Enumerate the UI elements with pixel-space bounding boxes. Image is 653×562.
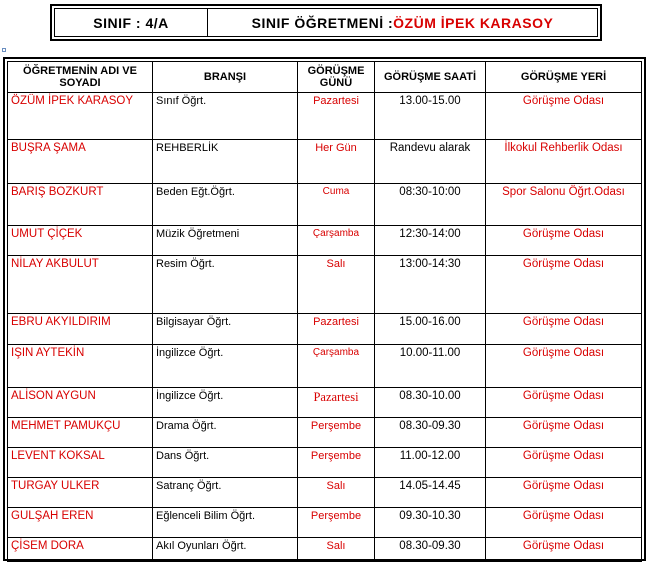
time-cell: 12:30-14:00 [375, 226, 486, 256]
branch-cell: Dans Öğrt. [153, 448, 298, 478]
table-row [8, 314, 642, 345]
branch-cell: REHBERLİK [153, 140, 298, 184]
teacher-name-cell: ALİSON AYGUN [8, 388, 153, 418]
time-cell: 10.00-11.00 [375, 345, 486, 388]
teacher-name-cell: UMUT ÇİÇEK [8, 226, 153, 256]
time-cell: Randevu alarak [375, 140, 486, 184]
table-row [8, 345, 642, 388]
table-anchor-icon[interactable] [2, 48, 6, 52]
time-cell: 08.30-09.30 [375, 418, 486, 448]
day-cell: Perşembe [298, 418, 375, 448]
place-cell: Görüşme Odası [486, 508, 642, 538]
place-cell: Görüşme Odası [486, 345, 642, 388]
day-cell: Pazartesi [298, 314, 375, 345]
column-header-place: GÖRÜŞME YERİ [486, 62, 642, 93]
table-row [8, 256, 642, 314]
teacher-name-cell: NİLAY AKBULUT [8, 256, 153, 314]
place-cell: İlkokul Rehberlik Odası [486, 140, 642, 184]
meeting-schedule-table [7, 61, 642, 562]
branch-cell: Beden Eğt.Öğrt. [153, 184, 298, 226]
branch-cell: Resim Öğrt. [153, 256, 298, 314]
column-header-branch: BRANŞI [153, 62, 298, 93]
teacher-name-cell: ÇİSEM DORA [8, 538, 153, 562]
time-cell: 13:00-14:30 [375, 256, 486, 314]
table-row [8, 508, 642, 538]
time-cell: 09.30-10.30 [375, 508, 486, 538]
day-cell: Salı [298, 256, 375, 314]
day-cell: Cuma [298, 184, 375, 226]
teacher-name-cell: IŞIN AYTEKİN [8, 345, 153, 388]
time-cell: 13.00-15.00 [375, 93, 486, 140]
table-row [8, 184, 642, 226]
day-cell: Pazartesi [298, 93, 375, 140]
class-teacher-name: ÖZÜM İPEK KARASOY [393, 14, 554, 31]
day-cell: Her Gün [298, 140, 375, 184]
table-row [8, 140, 642, 184]
teacher-name-cell: TURGAY ULKER [8, 478, 153, 508]
time-cell: 08.30-10.00 [375, 388, 486, 418]
table-row [8, 226, 642, 256]
branch-cell: Bilgisayar Öğrt. [153, 314, 298, 345]
time-cell: 15.00-16.00 [375, 314, 486, 345]
place-cell: Spor Salonu Öğrt.Odası [486, 184, 642, 226]
teacher-name-cell: MEHMET PAMUKÇU [8, 418, 153, 448]
teacher-name-cell: LEVENT KOKSAL [8, 448, 153, 478]
branch-cell: İngilizce Öğrt. [153, 388, 298, 418]
teacher-name-cell: BARIŞ BOZKURT [8, 184, 153, 226]
time-cell: 14.05-14.45 [375, 478, 486, 508]
table-row [8, 538, 642, 562]
place-cell: Görüşme Odası [486, 93, 642, 140]
place-cell: Görüşme Odası [486, 418, 642, 448]
day-cell: Perşembe [298, 448, 375, 478]
time-cell: 08.30-09.30 [375, 538, 486, 562]
branch-cell: Drama Öğrt. [153, 418, 298, 448]
class-teacher-label: SINIF ÖĞRETMENİ : [251, 14, 394, 31]
day-cell: Pazartesi [298, 388, 375, 418]
day-cell: Çarşamba [298, 345, 375, 388]
teacher-name-cell: ÖZÜM İPEK KARASOY [8, 93, 153, 140]
day-cell: Perşembe [298, 508, 375, 538]
teacher-name-cell: GULŞAH EREN [8, 508, 153, 538]
table-row [8, 418, 642, 448]
class-label: SINIF : 4/A [55, 9, 208, 36]
day-cell: Çarşamba [298, 226, 375, 256]
time-cell: 11.00-12.00 [375, 448, 486, 478]
class-teacher-heading [208, 9, 597, 36]
table-row [8, 388, 642, 418]
day-cell: Salı [298, 478, 375, 508]
header-inner [54, 8, 598, 37]
column-header-day: GÖRÜŞME GÜNÜ [298, 62, 375, 93]
teacher-name-cell: EBRU AKYILDIRIM [8, 314, 153, 345]
table-header-row [8, 62, 642, 93]
place-cell: Görüşme Odası [486, 538, 642, 562]
branch-cell: Eğlenceli Bilim Öğrt. [153, 508, 298, 538]
place-cell: Görüşme Odası [486, 448, 642, 478]
table-row [8, 93, 642, 140]
day-cell: Salı [298, 538, 375, 562]
branch-cell: Akıl Oyunları Öğrt. [153, 538, 298, 562]
header-box [50, 4, 602, 41]
branch-cell: Sınıf Öğrt. [153, 93, 298, 140]
place-cell: Görüşme Odası [486, 226, 642, 256]
column-header-name: ÖĞRETMENİN ADI VE SOYADI [8, 62, 153, 93]
branch-cell: Satranç Öğrt. [153, 478, 298, 508]
column-header-time: GÖRÜŞME SAATİ [375, 62, 486, 93]
table-row [8, 478, 642, 508]
branch-cell: Müzik Öğretmeni [153, 226, 298, 256]
time-cell: 08:30-10:00 [375, 184, 486, 226]
place-cell: Görüşme Odası [486, 256, 642, 314]
place-cell: Görüşme Odası [486, 388, 642, 418]
place-cell: Görüşme Odası [486, 314, 642, 345]
place-cell: Görüşme Odası [486, 478, 642, 508]
teacher-name-cell: BUŞRA ŞAMA [8, 140, 153, 184]
table-row [8, 448, 642, 478]
schedule-table-frame [3, 57, 646, 561]
branch-cell: İngilizce Öğrt. [153, 345, 298, 388]
